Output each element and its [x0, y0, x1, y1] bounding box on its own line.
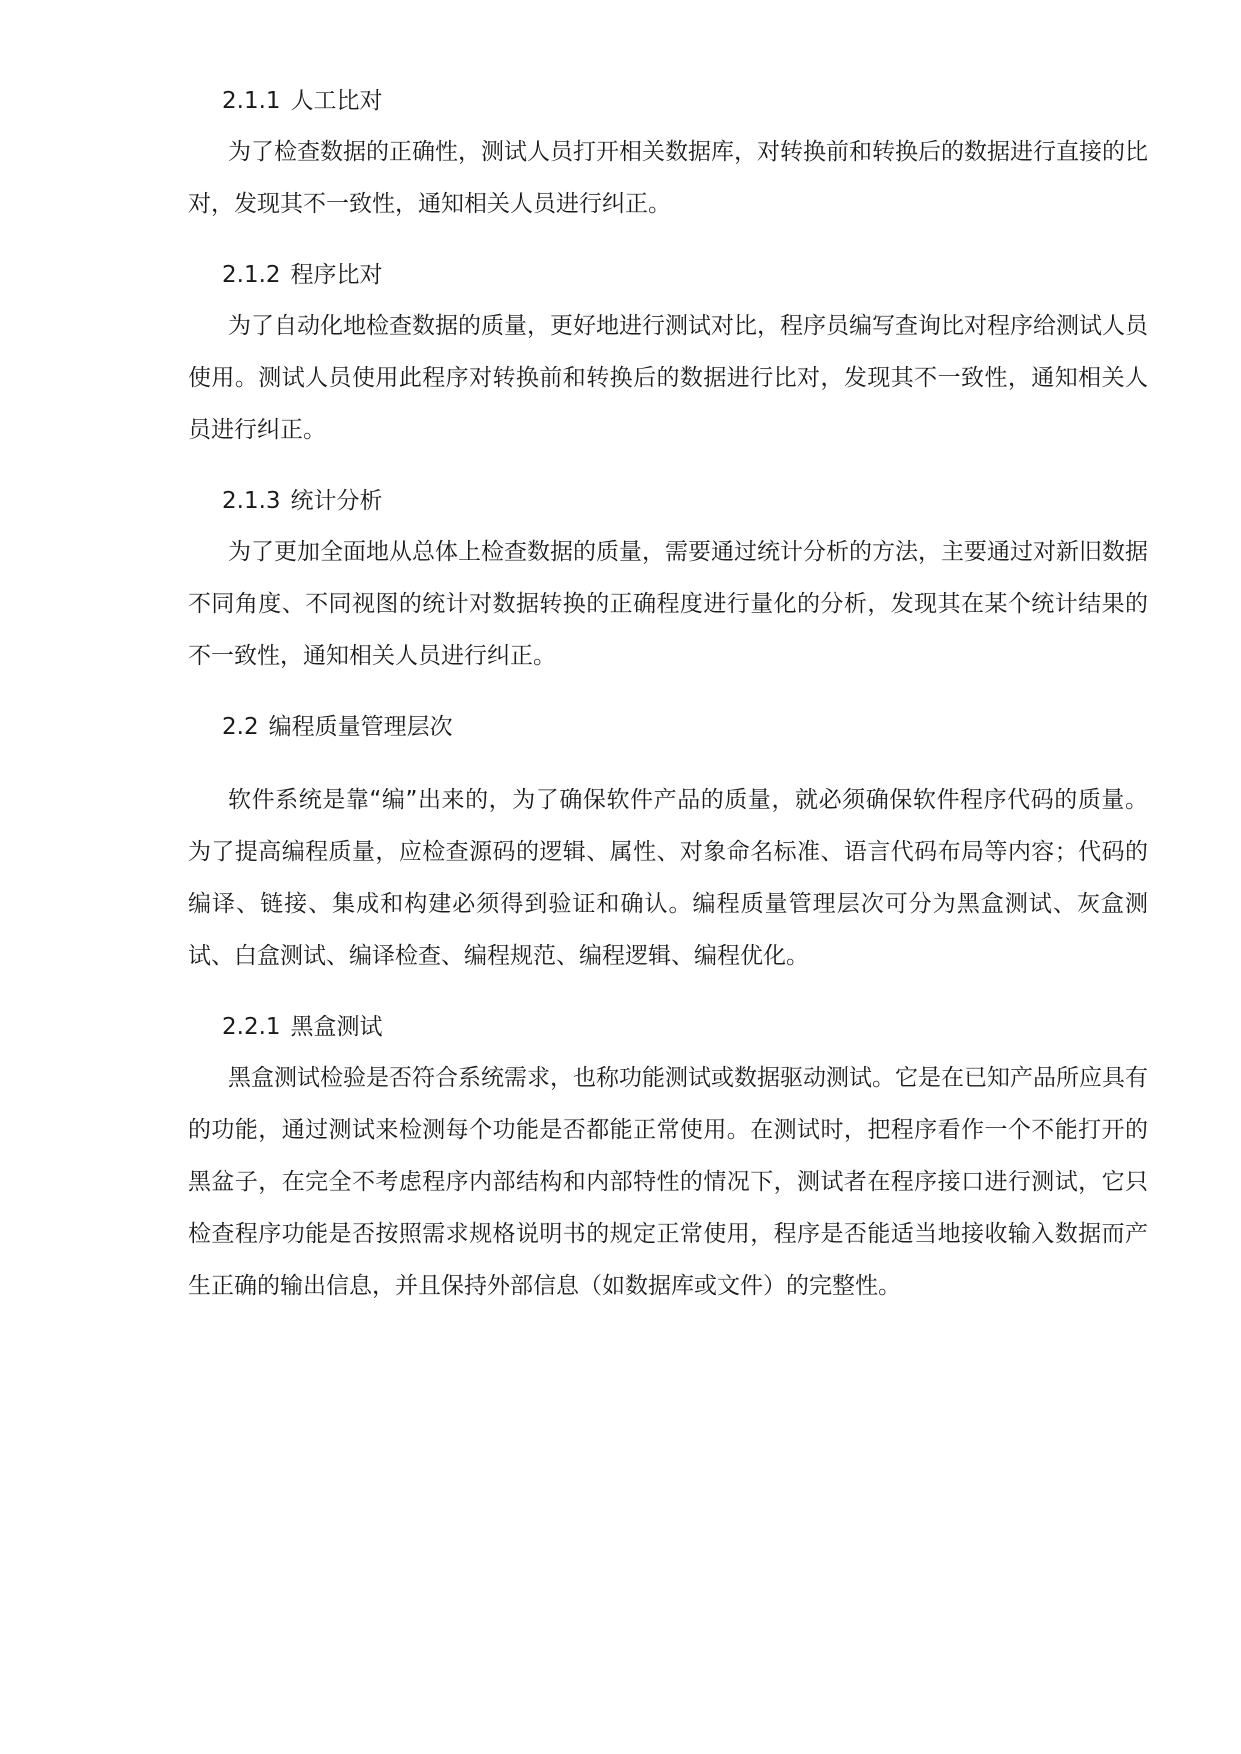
section-paragraph: 为了检查数据的正确性，测试人员打开相关数据库，对转换前和转换后的数据进行直接的比对，发现其不一致性，通知相关人员进行纠正。 [188, 139, 1148, 217]
section-number: 2.1.3 [222, 488, 281, 514]
section-paragraph: 为了更加全面地从总体上检查数据的质量，需要通过统计分析的方法，主要通过对新旧数据不同角度、不同视图的统计对数据转换的正确程度进行量化的分析，发现其在某个统计结果的不一致性，通知相关人员进行纠正。 [188, 539, 1148, 669]
section-title: 程序比对 [290, 262, 383, 288]
section-number: 2.2.1 [222, 1014, 281, 1040]
section-heading-2-2 [188, 704, 1148, 750]
section-title: 黑盒测试 [290, 1014, 383, 1040]
section-heading-2-2-1 [188, 1004, 1148, 1050]
section-heading-2-1-3 [188, 478, 1148, 524]
section-heading-2-1-2 [188, 252, 1148, 298]
page-content [188, 78, 1148, 1312]
section-number: 2.2 [222, 714, 259, 740]
section-title: 人工比对 [290, 88, 383, 114]
section-heading-2-1-1 [188, 78, 1148, 124]
section-title: 编程质量管理层次 [268, 714, 453, 740]
section-number: 2.1.2 [222, 262, 281, 288]
section-paragraph: 为了自动化地检查数据的质量，更好地进行测试对比，程序员编写查询比对程序给测试人员使用。测试人员使用此程序对转换前和转换后的数据进行比对，发现其不一致性，通知相关人员进行纠正。 [188, 313, 1148, 443]
section-paragraph: 黑盒测试检验是否符合系统需求，也称功能测试或数据驱动测试。它是在已知产品所应具有的功能，通过测试来检测每个功能是否都能正常使用。在测试时，把程序看作一个不能打开的黑盆子，在完全不考虑程序内部结构和内部特性的情况下，测试者在程序接口进行测试，它只检查程序功能是否按照需求规格说明书的规定正常使用，程序是否能适当地接收输入数据而产生正确的输出信息，并且保持外部信息（如数据库或文件）的完整性。 [188, 1065, 1148, 1299]
section-number: 2.1.1 [222, 88, 281, 114]
section-title: 统计分析 [290, 488, 383, 514]
section-paragraph: 软件系统是靠“编”出来的，为了确保软件产品的质量，就必须确保软件程序代码的质量。为了提高编程质量，应检查源码的逻辑、属性、对象命名标准、语言代码布局等内容；代码的编译、链接、集成和构建必须得到验证和确认。编程质量管理层次可分为黑盒测试、灰盒测试、白盒测试、编译检查、编程规范、编程逻辑、编程优化。 [188, 787, 1148, 969]
